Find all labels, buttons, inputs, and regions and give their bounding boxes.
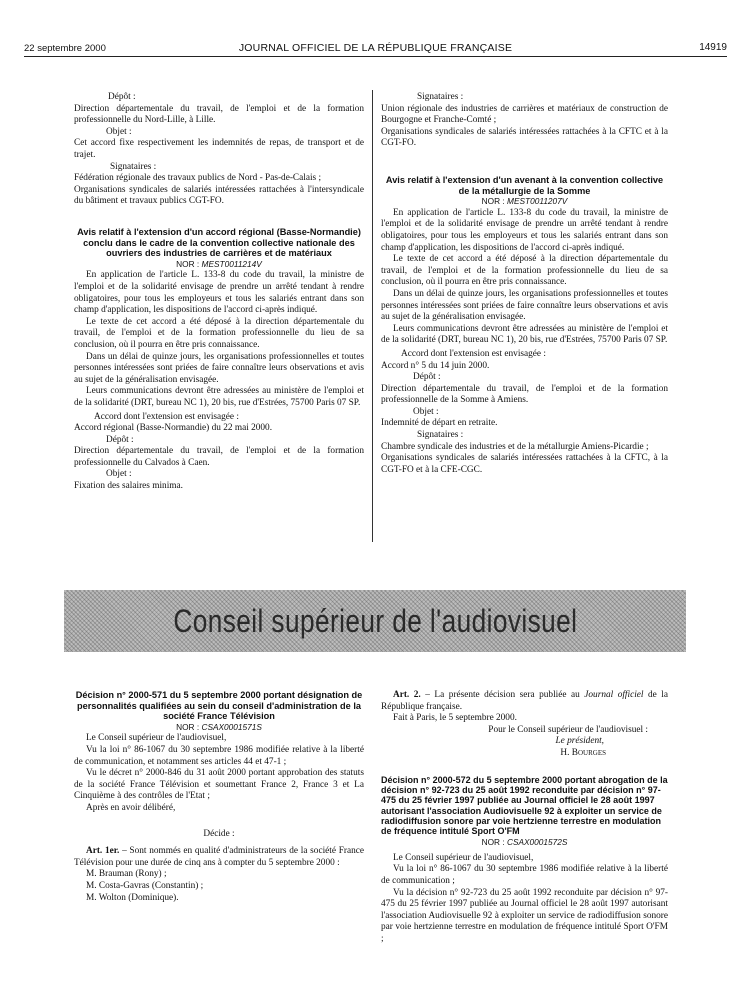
accord-label: Accord dont l'extension est envisagée :: [401, 348, 546, 359]
nor-label: NOR :: [481, 837, 505, 848]
signataires-label: Signataires :: [110, 161, 157, 172]
decision-2000-572: [381, 775, 668, 946]
paragraph: En application de l'article L. 133-8 du code du travail, la ministre de l'emploi et de la solidarité envisage de prendre un arrêté tendant à rendre obligatoires, pour tous les employeurs et tous les salariés entrant dans son champ d'application, les dispositions de l'accord ci-après indiqué.: [74, 270, 364, 316]
nor-reference: [74, 259, 364, 271]
nor-label: NOR :: [176, 258, 200, 269]
article-label: Art. 2.: [393, 690, 421, 700]
accord-label: Accord dont l'extension est envisagée :: [94, 411, 239, 422]
signataires-item: Organisations syndicales de salariés intéressées rattachées à la CFTC et à la CGT-FO.: [381, 126, 668, 149]
accord-value: Accord régional (Basse-Normandie) du 22 mai 2000.: [74, 423, 273, 434]
paragraph: Vu la décision n° 92-723 du 25 août 1992 reconduite par décision n° 97-475 du 25 février 1997 publiée au Journal officiel le 28 août 1997 autorisant l'association Audiovisuelle 92 à exploiter un service de radiodiffusion sonore par voie hertzienne terrestre en modulation de fréquence intitulé Sport O'FM ;: [381, 887, 668, 944]
decision-title: Décision n° 2000-571 du 5 septembre 2000 portant désignation de personnalités qualifiées au sein du conseil d'administration de la société France Télévision: [75, 690, 363, 722]
nor-reference: [381, 837, 668, 849]
article-1: [74, 846, 364, 869]
paragraph: Le Conseil supérieur de l'audiovisuel,: [86, 733, 227, 744]
objet-value: Fixation des salaires minima.: [74, 481, 183, 492]
paragraph: En application de l'article L. 133-8 du code du travail, la ministre de l'emploi et de la solidarité envisage de prendre un arrêté tendant à rendre obligatoires, pour tous les employeurs et tous les salariés entrant dans son champ d'application, les dispositions de l'accord ci-après indiqué.: [381, 207, 668, 253]
depot-value: Direction départementale du travail, de l'emploi et de la formation professionnelle de la Somme à Amiens.: [381, 383, 668, 406]
nor-code: MEST0011214V: [201, 258, 262, 269]
signature-for: Pour le Conseil supérieur de l'audiovisuel :: [488, 724, 648, 735]
decision-2000-571-end: [381, 690, 668, 760]
paragraph: Le texte de cet accord a été déposé à la direction départementale du travail, de l'emploi et de la formation professionnelle du lieu de sa conclusion, où il pourra en être pris connaissance.: [74, 316, 364, 350]
objet-value: Cet accord fixe respectivement les indemnités de repas, de transport et de trajet.: [74, 138, 364, 160]
paragraph: Le texte de cet accord a été déposé à la direction départementale du travail, de l'emploi et de la formation professionnelle du lieu de sa conclusion, où il pourra en être pris connaissance.: [381, 254, 668, 288]
member-item: M. Brauman (Rony) ;: [86, 869, 167, 880]
page-header: [24, 40, 727, 57]
nor-code: CSAX0001571S: [201, 721, 262, 732]
paragraph: Vu le décret n° 2000-846 du 31 août 2000 portant approbation des statuts de la société France Télévision et soumettant France 2, France 3 et La Cinquième à des contrôles de l'Etat ;: [74, 768, 364, 802]
avis-title: Avis relatif à l'extension d'un avenant à la convention collective de la métallurgie de la Somme: [385, 175, 664, 196]
nor-code: CSAX0001572S: [506, 837, 568, 848]
header-page-number: 14919: [699, 42, 727, 53]
article-text: – Sont nommés en qualité d'administrateurs de la société France Télévision pour une durée de cinq ans à compter du 5 septembre 2000 :: [74, 846, 364, 868]
column-divider: [372, 90, 373, 542]
avis-metallurgie-somme: [381, 175, 668, 476]
member-item: M. Costa-Gavras (Constantin) ;: [86, 880, 204, 891]
signature-name: H. Bourges: [560, 747, 606, 758]
paragraph: Dans un délai de quinze jours, les organisations professionnelles et toutes personnes intéressées sont priées de faire connaître leurs observations et avis au sujet de la généralisation envisagée.: [74, 351, 364, 385]
section-banner-title: Conseil supérieur de l'audiovisuel: [172, 602, 578, 639]
header-date: 22 septembre 2000: [24, 43, 106, 54]
decision-title: Décision n° 2000-572 du 5 septembre 2000 portant abrogation de la décision n° 92-723 du 25 août 1992 reconduite par décision n° 97-475 du 25 février 1997 publiée au Journal officiel le 28 août 1997 autorisant l'association Audiovisuelle 92 à exploiter un service de radiodiffusion sonore par voie hertzienne terrestre en modulation de fréquence intitulé Sport O'FM: [381, 775, 668, 837]
signataires-item: Fédération régionale des travaux publics de Nord - Pas-de-Calais ;: [74, 173, 322, 184]
nor-label: NOR :: [481, 196, 505, 207]
objet-label: Objet :: [106, 126, 132, 137]
objet-value: Indemnité de départ en retraite.: [381, 418, 498, 429]
paragraph: Vu la loi n° 86-1067 du 30 septembre 1986 modifiée relative à la liberté de communication ;: [381, 864, 668, 886]
article-label: Art. 1er.: [86, 846, 120, 857]
accord-value: Accord n° 5 du 14 juin 2000.: [381, 360, 490, 371]
objet-label: Objet :: [106, 469, 132, 480]
signataires-label: Signataires :: [417, 92, 464, 102]
signataires-label: Signataires :: [417, 430, 464, 441]
decision-2000-571: [74, 690, 364, 904]
article-text: – La présente décision sera publiée au: [420, 690, 585, 700]
article-2: [381, 690, 668, 713]
paragraph: Leurs communications devront être adressées au ministère de l'emploi et de la solidarité (DRT, bureau NC 1), 20 bis, rue d'Estrées, 75700 Paris 07 SP.: [381, 323, 668, 346]
nor-reference: [74, 722, 364, 734]
journal-name: Journal officiel: [584, 690, 644, 700]
depot-value: Direction départementale du travail, de l'emploi et de la formation professionnelle du Nord-Lille, à Lille.: [74, 103, 364, 126]
section-banner: [64, 590, 686, 652]
signataires-item: Union régionale des industries de carrières et matériaux de construction de Bourgogne et Franche-Comté ;: [381, 103, 668, 126]
paragraph: Dans un délai de quinze jours, les organisations professionnelles et toutes personnes intéressées sont priées de faire connaître leurs observations et avis au sujet de la généralisation envisagée.: [381, 288, 668, 323]
paragraph: Après en avoir délibéré,: [86, 802, 176, 813]
nor-label: NOR :: [176, 721, 200, 732]
article-text: de la République française.: [381, 690, 669, 712]
fait-a-paris: Fait à Paris, le 5 septembre 2000.: [393, 713, 517, 724]
signataires-item: Organisations syndicales de salariés intéressées rattachées à la CFTC, à la CGT-FO et à la CFE-CGC.: [381, 453, 668, 475]
avis-basse-normandie: [74, 227, 364, 493]
depot-value: Direction départementale du travail, de l'emploi et de la formation professionnelle du Calvados à Caen.: [74, 446, 364, 468]
depot-label: Dépôt :: [413, 372, 441, 383]
paragraph: Vu la loi n° 86-1067 du 30 septembre 1986 modifiée relative à la liberté de communication, et notamment ses articles 44 et 47-1 ;: [74, 744, 364, 767]
depot-label: Dépôt :: [106, 434, 134, 445]
signataires-item: Chambre syndicale des industries et de la métallurgie Amiens-Picardie ;: [381, 441, 649, 452]
left-column-top: [74, 92, 364, 208]
depot-label: Dépôt :: [108, 92, 136, 102]
signataires-item: Organisations syndicales de salariés intéressées rattachées à l'intersyndicale du bâtiment et travaux publics CGT-FO.: [74, 184, 364, 207]
paragraph: Leurs communications devront être adressées au ministère de l'emploi et de la solidarité (DRT, bureau NC 1), 20 bis, rue d'Estrées, 75700 Paris 07 SP.: [74, 386, 364, 408]
decide-heading: Décide :: [203, 828, 235, 839]
member-item: M. Wolton (Dominique).: [86, 892, 179, 903]
objet-label: Objet :: [413, 406, 439, 417]
right-column-top: [381, 92, 668, 150]
avis-title: Avis relatif à l'extension d'un accord régional (Basse-Normandie) conclu dans le cadre de la convention collective nationale des ouvriers des industries de carrières et de matériaux: [77, 227, 361, 259]
nor-reference: [381, 196, 668, 208]
header-journal-title: JOURNAL OFFICIEL DE LA RÉPUBLIQUE FRANÇAISE: [238, 42, 513, 54]
nor-code: MEST0011207V: [507, 196, 568, 207]
signature-title: Le président,: [555, 736, 604, 747]
paragraph: Le Conseil supérieur de l'audiovisuel,: [393, 852, 534, 863]
